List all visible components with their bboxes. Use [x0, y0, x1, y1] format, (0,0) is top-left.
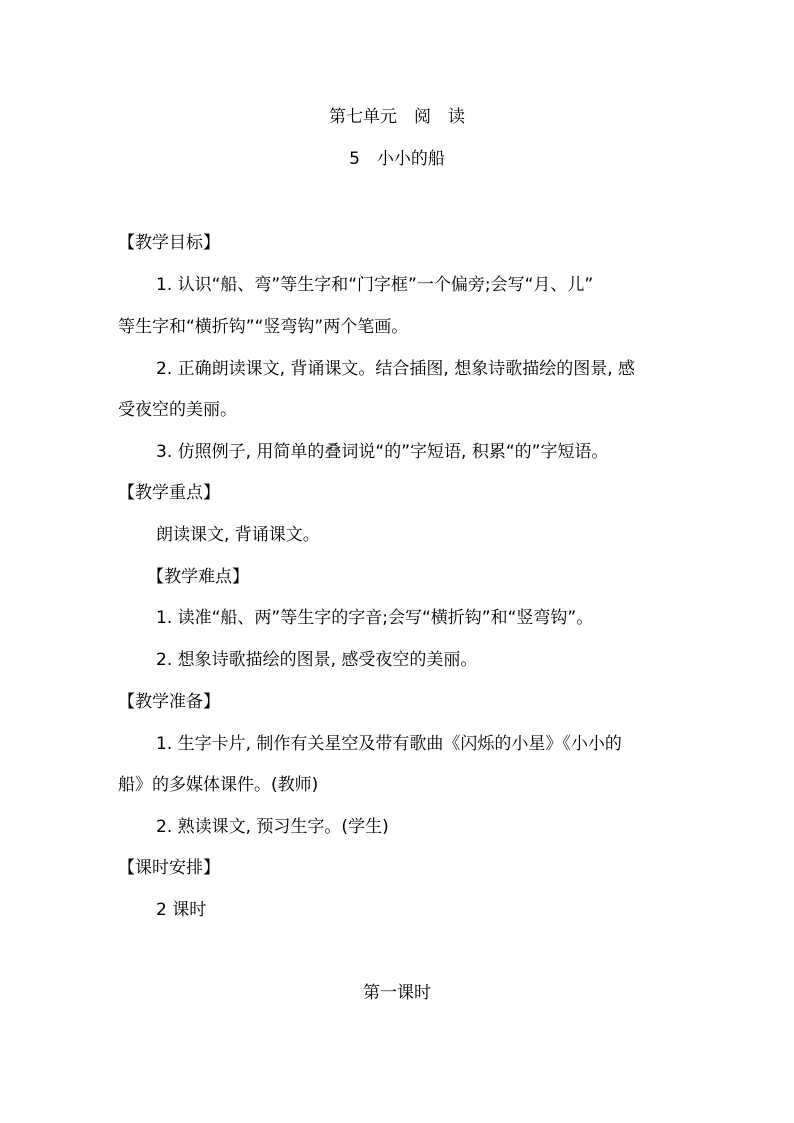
- objective-2-line-2: 受夜空的美丽。: [118, 400, 237, 420]
- period-title: 第一课时: [363, 983, 431, 1003]
- objective-2-line-1: 2. 正确朗读课文, 背诵课文。结合插图, 想象诗歌描绘的图景, 感: [156, 359, 636, 379]
- schedule-text: 2 课时: [156, 900, 207, 920]
- preparation-1-line-1: 1. 生字卡片, 制作有关星空及带有歌曲《闪烁的小星》《小小的: [156, 734, 622, 754]
- preparation-1-line-2: 船》的多媒体课件。(教师): [118, 775, 319, 795]
- objective-1-line-2: 等生字和“横折钩”“竖弯钩”两个笔画。: [118, 317, 409, 337]
- key-points-text: 朗读课文, 背诵课文。: [156, 525, 320, 545]
- difficulties-heading: 【教学难点】: [147, 567, 249, 587]
- objective-1-line-1: 1. 认识“船、弯”等生字和“门字框”一个偏旁;会写“月、儿”: [156, 275, 594, 295]
- preparation-heading: 【教学准备】: [118, 692, 220, 712]
- difficulty-2: 2. 想象诗歌描绘的图景, 感受夜空的美丽。: [156, 650, 478, 670]
- difficulty-1: 1. 读准“船、两”等生字的字音;会写“横折钩”和“竖弯钩”。: [156, 608, 594, 628]
- objectives-heading: 【教学目标】: [118, 233, 220, 253]
- preparation-2: 2. 熟读课文, 预习生字。(学生): [156, 817, 389, 837]
- schedule-heading: 【课时安排】: [118, 858, 220, 878]
- key-points-heading: 【教学重点】: [118, 483, 220, 503]
- lesson-title: 5 小小的船: [349, 149, 445, 169]
- objective-3: 3. 仿照例子, 用简单的叠词说“的”字短语, 积累“的”字短语。: [156, 442, 609, 462]
- unit-title: 第七单元 阅 读: [329, 107, 465, 127]
